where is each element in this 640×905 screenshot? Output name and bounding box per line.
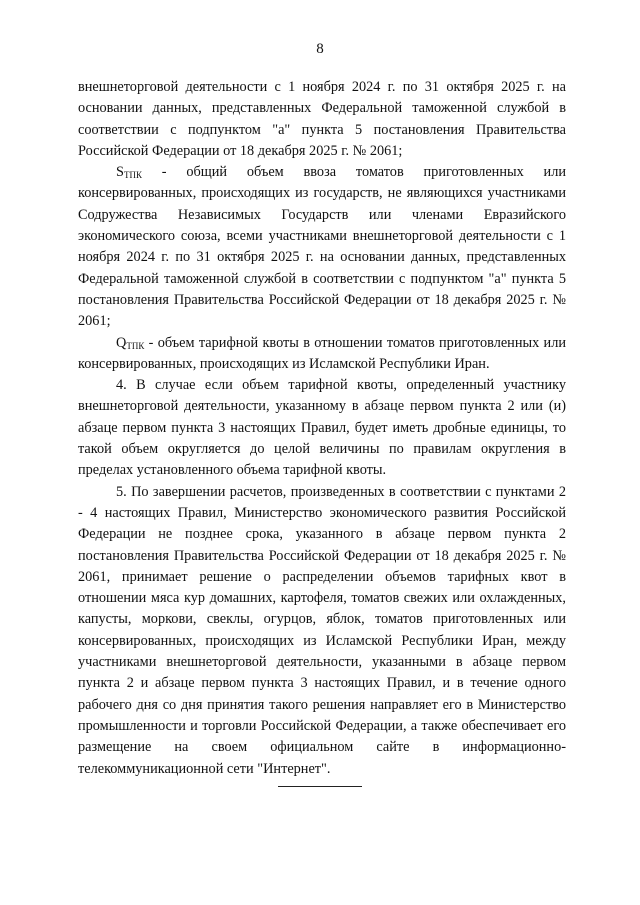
paragraph-q-tpk-definition <box>78 333 566 376</box>
paragraph-item-5 <box>78 482 566 780</box>
symbol-subscript: ТПК <box>123 170 142 181</box>
page-number: 8 <box>316 41 324 57</box>
document-body <box>78 77 566 780</box>
symbol-subscript: ТПК <box>126 340 145 351</box>
symbol-letter: Q <box>116 334 127 351</box>
paragraph-text: - объем тарифной квоты в отношении томатов приготовленных или консервированных, происходящих из Исламской Республики Иран. <box>78 334 566 372</box>
symbol-s-tpk <box>116 164 142 180</box>
end-separator-line <box>278 786 362 787</box>
paragraph-text: 5. По завершении расчетов, произведенных в соответствии с пунктами 2 - 4 настоящих Правил, Министерство экономического развития Российской Федерации не позднее срока, указанного в абзаце первом пункта 2 постановления Правительства Российской Федерации от 18 декабря 2025 г. № 2061, принимает решение о распределении объемов тарифных квот в отношении мяса кур домашних, картофеля, томатов свежих или охлажденных, капусты, моркови, свеклы, огурцов, яблок, томатов приготовленных или консервированных, происходящих из Исламской Республики Иран, между участниками внешнеторговой деятельности, указанными в абзаце первом пункта 2 и абзаце первом пункта 3 настоящих Правил, и в течение одного рабочего дня со дня принятия такого решения направляет его в Министерство промышленности и торговли Российской Федерации, а также обеспечивает его размещение на своем официальном сайте в информационно-телекоммуникационной сети "Интернет". <box>78 483 566 777</box>
paragraph-text: 4. В случае если объем тарифной квоты, определенный участнику внешнеторговой деятельности, указанному в абзаце первом пункта 2 или (и) абзаце первом пункта 3 настоящих Правил, будет иметь дробные единицы, то такой объем округляется до целой величины по правилам округления в пределах установленного объема тарифной квоты. <box>78 377 566 479</box>
paragraph-item-4 <box>78 375 566 481</box>
symbol-letter: S <box>116 164 124 181</box>
paragraph-text: внешнеторговой деятельности с 1 ноября 2024 г. по 31 октября 2025 г. на основании данных, представленных Федеральной таможенной службой в соответствии с подпунктом "а" пункта 5 постановления Правительства Российской Федерации от 18 декабря 2025 г. № 2061; <box>78 79 566 159</box>
paragraph-s-tpk-definition <box>78 162 566 332</box>
paragraph-text: - общий объем ввоза томатов приготовленных или консервированных, происходящих из государств, не являющихся участниками Содружества Независимых Государств или членами Евразийского экономического союза, всеми участниками внешнеторговой деятельности с 1 ноября 2024 г. по 31 октября 2025 г. на основании данных, представленных Федеральной таможенной службой в соответствии с подпунктом "а" пункта 5 постановления Правительства Российской Федерации от 18 декабря 2025 г. № 2061; <box>78 164 566 330</box>
symbol-q-tpk <box>116 335 144 351</box>
paragraph-continuation <box>78 77 566 162</box>
